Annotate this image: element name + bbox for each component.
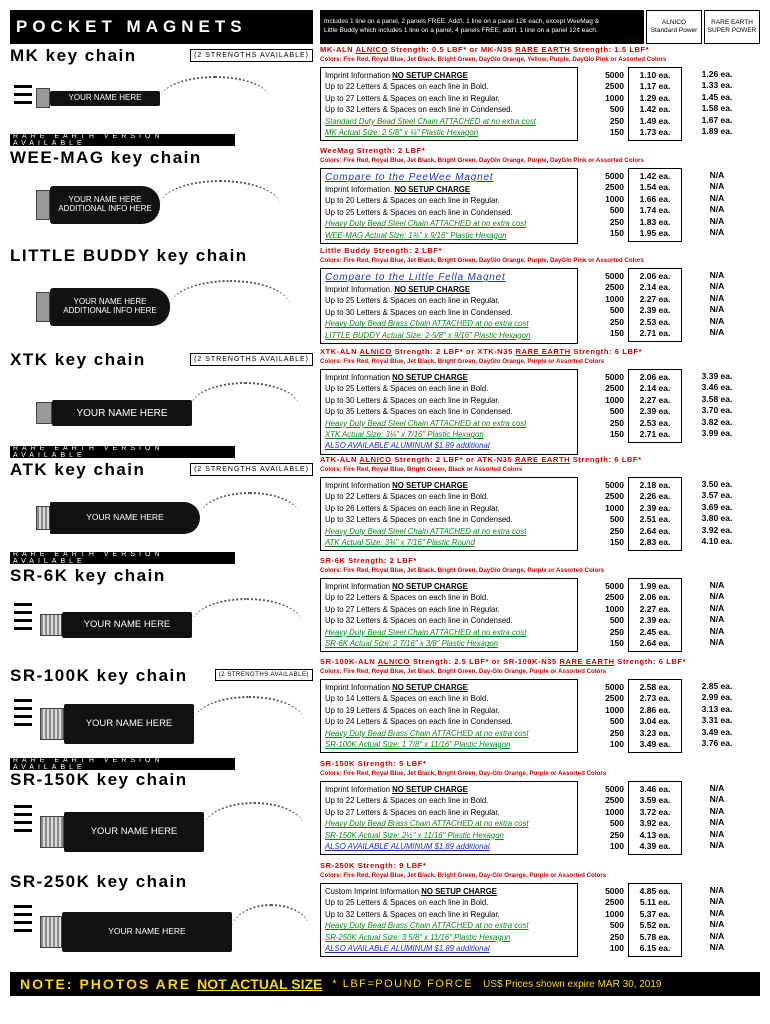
- product-title: SR-6K key chain: [10, 566, 166, 585]
- magnet-body: [64, 704, 194, 744]
- product-title: SR-100K key chain: [10, 666, 188, 685]
- product-photo-column: [10, 10, 313, 970]
- quantity-list: 5000 2500 1000 500 250 150: [605, 480, 624, 548]
- rare-earth-sublabel: SUPER POWER: [707, 27, 757, 34]
- bead-chain: [194, 696, 304, 746]
- notice-line-1: Includes 1 line on a panel, 2 panels FREE. Add'l. 1 line on a panel 12¢ each, except WeeMag &: [324, 18, 600, 26]
- magnet-body: [62, 912, 232, 952]
- colors-line: Colors: Fire Red, Royal Blue, Jet Black, Bright Green, Day-Glo Orange, Purple or Assorted Colors: [320, 872, 607, 879]
- product-wee-mag: [10, 148, 313, 244]
- quantity-list: 5000 2500 1000 500 250 100: [605, 886, 624, 954]
- pricing-section-sr-150k: [320, 759, 760, 852]
- rare-earth-prices: N/A N/A N/A N/A N/A N/A: [709, 580, 725, 648]
- magnet-body: [52, 400, 192, 426]
- rare-earth-prices: 2.85 ea. 2.99 ea. 3.13 ea. 3.31 ea. 3.49 ea. 3.76 ea.: [701, 681, 733, 749]
- quantity-list: 5000 2500 1000 500 250 150: [605, 70, 624, 138]
- bead-chain: [190, 382, 300, 434]
- alnico-prices: 1.10 ea. 1.17 ea. 1.29 ea. 1.42 ea. 1.49 ea. 1.73 ea.: [628, 67, 682, 141]
- bead-chain: [232, 904, 310, 954]
- product-photo: [10, 72, 313, 146]
- imprint-text: YOUR NAME HERE: [108, 926, 186, 937]
- magnet-field-icon: [14, 694, 32, 731]
- rare-earth-prices: N/A N/A N/A N/A N/A N/A: [709, 170, 725, 238]
- product-title: XTK key chain: [10, 350, 146, 369]
- product-title: SR-150K key chain: [10, 770, 188, 789]
- pricing-section-mk: [320, 45, 760, 138]
- colors-line: Colors: Fire Red, Royal Blue, Jet Black, Bright Green, DayGlo Orange, Purple or Assorted Colors: [320, 567, 605, 574]
- magnet-body: [50, 502, 200, 534]
- colors-line: Colors: Fire Red, Royal Blue, Jet Black, Bright Green, DayGlo Orange, Purple, DayGlo Pink or Assorted Colors: [320, 157, 645, 164]
- product-title: ATK key chain: [10, 460, 146, 479]
- quantity-list: 5000 2500 1000 500 250 150: [605, 271, 624, 339]
- compare-link: Compare to the PeeWee Magnet: [325, 172, 494, 183]
- product-photo: [10, 898, 313, 970]
- colors-line: Colors: Fire Red, Royal Blue, Jet Black, Bright Green, DayGlo Orange, Purple or Assorted Colors: [320, 358, 605, 365]
- colors-line: Colors: Fire Red, Royal Blue, Bright Green, Black or Assorted Colors: [320, 466, 523, 473]
- strengths-badge: (2 STRENGTHS AVAILABLE): [190, 353, 313, 366]
- alnico-prices: 3.46 ea. 3.59 ea. 3.72 ea. 3.92 ea. 4.13 ea. 4.39 ea.: [628, 781, 682, 855]
- magnet-body: [50, 91, 160, 106]
- strength-line: SR-6K Strength: 2 LBF*: [320, 556, 417, 565]
- price-sheet: [10, 10, 760, 1014]
- product-photo: [10, 692, 313, 770]
- product-sr-150k: [10, 770, 313, 870]
- alnico-prices: 4.85 ea. 5.11 ea. 5.37 ea. 5.52 ea. 5.78 ea. 6.15 ea.: [628, 883, 682, 957]
- product-title: WEE-MAG key chain: [10, 148, 202, 167]
- bead-chain: [204, 802, 304, 852]
- pricing-section-sr-250k: [320, 861, 760, 954]
- end-cap: [36, 506, 50, 530]
- quantity-list: 5000 2500 1000 500 250 100: [605, 682, 624, 750]
- rare-earth-prices: N/A N/A N/A N/A N/A N/A: [709, 885, 725, 953]
- imprint-text: YOUR NAME HERE: [85, 717, 173, 729]
- strengths-badge: (2 STRENGTHS AVAILABLE): [190, 463, 313, 476]
- product-photo: [10, 174, 313, 244]
- imprint-line-2: ADDITIONAL INFO HERE: [58, 204, 152, 213]
- colors-line: Colors: Fire Red, Royal Blue, Jet Black, Bright Green, DayGlo Orange, Yellow, Purple, DayGlo Pink or Assorted Colors: [320, 56, 667, 63]
- end-cap: [36, 292, 50, 322]
- imprint-info-box: Imprint Information NO SETUP CHARGE Up to 22 Letters & Spaces on each line in Bold. Up to 27 Letters & Spaces on each line in Regular. Up to 32 Letters & Spaces on each line in Condensed. Standard Duty Bead Steel Chain ATTACHED at no extra cost MK Actual Size: 2 5/8" x ¼" Plastic Hexagon: [320, 67, 578, 141]
- strengths-badge: (2 STRENGTHS AVAILABLE): [190, 49, 313, 62]
- bead-chain: [160, 76, 270, 122]
- strength-line: SR-250K Strength: 9 LBF*: [320, 861, 427, 870]
- expiry-note: US$ Prices shown expire MAR 30, 2019: [483, 978, 662, 990]
- pricing-section-sr-6k: [320, 556, 760, 649]
- imprint-info-box: Imprint Information NO SETUP CHARGE Up to 25 Letters & Spaces on each line in Bold. Up to 30 Letters & Spaces on each line in Regular. Up to 35 Letters & Spaces on each line in Condensed. Heavy Duty Bead Steel Chain ATTACHED at no extra cost XTK Actual Size: 3¼" x 7/16" Plastic Hexagon ALSO AVAILABLE ALUMINUM $1.89 additional: [320, 369, 578, 455]
- imprint-info-box: Compare to the Little Fella Magnet Imprint Information. NO SETUP CHARGE Up to 25 Letters & Spaces on each line in Regular. Up to 30 Letters & Spaces on each line in Condensed. Heavy Duty Bead Brass Chain ATTACHED at no extra cost LITTLE BUDDY Actual Size: 2-5/8" x 9/16" Plastic Hexagon: [320, 268, 578, 344]
- alnico-prices: 1.99 ea. 2.06 ea. 2.27 ea. 2.39 ea. 2.45 ea. 2.64 ea.: [628, 578, 682, 652]
- end-cap: [36, 190, 50, 220]
- rare-earth-prices: N/A N/A N/A N/A N/A N/A: [709, 270, 725, 338]
- page-title: POCKET MAGNETS: [10, 10, 313, 44]
- alnico-prices: 2.18 ea. 2.26 ea. 2.39 ea. 2.51 ea. 2.64 ea. 2.83 ea.: [628, 477, 682, 551]
- pricing-section-wee-mag: [320, 146, 760, 240]
- bead-chain: [192, 598, 302, 648]
- bead-chain: [200, 492, 300, 540]
- alnico-header: [646, 10, 702, 44]
- bead-chain: [160, 180, 280, 230]
- quantity-list: 5000 2500 1000 500 250 150: [605, 581, 624, 649]
- magnet-field-icon: [14, 598, 32, 635]
- imprint-text: YOUR NAME HERE: [86, 512, 164, 523]
- colors-line: Colors: Fire Red, Royal Blue, Jet Black, Bright Green, DayGlo Orange, Purple, DayGlo Pink or Assorted Colors: [320, 257, 645, 264]
- imprint-text: YOUR NAME HERE: [90, 825, 178, 837]
- product-sr-250k: [10, 872, 313, 970]
- product-photo: [10, 796, 313, 868]
- imprint-info-box: Imprint Information NO SETUP CHARGE Up to 22 Letters & Spaces on each line in Bold. Up to 27 Letters & Spaces on each line in Regular. Heavy Duty Bead Brass Chain ATTACHED at no extra cost SR-150K Actual Size: 2½" x 11/16" Plastic Hexagon ALSO AVAILABLE ALUMINUM $1.89 additional: [320, 781, 578, 855]
- notice-text: [320, 10, 644, 44]
- strength-line: SR-150K Strength: 5 LBF*: [320, 759, 427, 768]
- quantity-list: 5000 2500 1000 500 250 100: [605, 784, 624, 852]
- rare-earth-prices: N/A N/A N/A N/A N/A N/A: [709, 783, 725, 851]
- imprint-line-2: ADDITIONAL INFO HERE: [63, 306, 157, 315]
- product-xtk: [10, 350, 313, 458]
- product-title: SR-250K key chain: [10, 872, 188, 891]
- imprint-text: YOUR NAME HERE: [76, 407, 168, 419]
- imprint-info-box: Custom Imprint Information NO SETUP CHARGE Up to 25 Letters & Spaces on each line in Bold. Up to 32 Letters & Spaces on each line in Regular. Heavy Duty Bead Brass Chain ATTACHED at no extra cost SR-250K Actual Size: 3 5/8" x 11/16" Plastic Hexagon ALSO AVAILABLE ALUMINUM $1.89 additional: [320, 883, 578, 957]
- alnico-label: ALNICO: [661, 19, 687, 27]
- imprint-line-1: YOUR NAME HERE: [73, 297, 147, 307]
- magnet-body: [50, 288, 170, 326]
- rare-earth-banner: RARE EARTH VERSION AVAILABLE: [10, 552, 235, 564]
- lbf-note: * LBF=POUND FORCE: [332, 978, 474, 990]
- bead-chain: [170, 280, 290, 332]
- product-little-buddy: [10, 246, 313, 350]
- product-mk: [10, 46, 313, 146]
- product-photo: [10, 592, 313, 664]
- imprint-notice: [320, 10, 760, 44]
- rare-earth-banner: RARE EARTH VERSION AVAILABLE: [10, 446, 235, 458]
- product-title: MK key chain: [10, 46, 137, 65]
- product-photo: [10, 272, 313, 348]
- strength-line: MK-ALN ALNICO Strength: 0.5 LBF* or MK-N35 RARE EARTH Strength: 1.5 LBF*: [320, 45, 650, 54]
- imprint-line-1: YOUR NAME HERE: [68, 195, 142, 205]
- magnet-field-icon: [14, 80, 32, 109]
- alnico-prices: 2.06 ea. 2.14 ea. 2.27 ea. 2.39 ea. 2.53 ea. 2.71 ea.: [628, 268, 682, 342]
- quantity-list: 5000 2500 1000 500 250 150: [605, 171, 624, 239]
- imprint-info-box: Imprint Information NO SETUP CHARGE Up to 22 Letters & Spaces on each line in Bold. Up to 26 Letters & Spaces on each line in Regular. Up to 32 Letters & Spaces on each line in Condensed. Heavy Duty Bead Steel Chain ATTACHED at no extra cost ATK Actual Size: 3¾" x 7/16" Plastic Round: [320, 477, 578, 551]
- pricing-section-xtk: [320, 347, 760, 451]
- pricing-section-atk: [320, 455, 760, 548]
- colors-line: Colors: Fire Red, Royal Blue, Jet Black, Bright Green, Day-Glo Orange, Purple or Assorted Colors: [320, 668, 607, 675]
- strength-line: ATK-ALN ALNICO Strength: 2 LBF* or ATK-N35 RARE EARTH Strength: 6 LBF*: [320, 455, 642, 464]
- end-cap: [40, 614, 62, 636]
- product-sr-100k: [10, 666, 313, 770]
- magnet-field-icon: [14, 900, 32, 937]
- imprint-info-box: Imprint Information NO SETUP CHARGE Up to 22 Letters & Spaces on each line in Bold. Up to 27 Letters & Spaces on each line in Regular. Up to 32 Letters & Spaces on each line in Condensed. Heavy Duty Bead Steel Chain ATTACHED at no extra cost SR-6K Actual Size: 2 7/16" x 3/8" Plastic Hexagon: [320, 578, 578, 652]
- quantity-list: 5000 2500 1000 500 250 150: [605, 372, 624, 440]
- rare-earth-banner: RARE EARTH VERSION AVAILABLE: [10, 758, 235, 770]
- product-photo: [10, 486, 313, 564]
- product-sr-6k: [10, 566, 313, 666]
- magnet-body: [62, 612, 192, 638]
- product-title: LITTLE BUDDY key chain: [10, 246, 248, 265]
- rare-earth-banner: RARE EARTH VERSION AVAILABLE: [10, 134, 235, 146]
- pricing-column: [320, 10, 760, 970]
- imprint-text: YOUR NAME HERE: [68, 93, 142, 103]
- imprint-text: YOUR NAME HERE: [83, 618, 171, 630]
- end-cap: [40, 708, 64, 740]
- alnico-sublabel: Standard Power: [650, 27, 698, 34]
- strength-line: WeeMag Strength: 2 LBF*: [320, 146, 426, 155]
- magnet-body: [64, 812, 204, 852]
- rare-earth-prices: 3.39 ea. 3.46 ea. 3.58 ea. 3.70 ea. 3.82 ea. 3.99 ea.: [701, 371, 733, 439]
- end-cap: [36, 88, 50, 108]
- imprint-info-box: Compare to the PeeWee Magnet Imprint Information. NO SETUP CHARGE Up to 20 Letters & Spaces on each line in Regular. Up to 25 Letters & Spaces on each line in Condensed. Heavy Duty Bead Steel Chain ATTACHED at no extra cost WEE-MAG Actual Size: 1¾" x 9/16" Plastic Hexagon: [320, 168, 578, 244]
- strength-line: XTK-ALN ALNICO Strength: 2 LBF* or XTK-N35 RARE EARTH Strength: 6 LBF*: [320, 347, 643, 356]
- strength-line: Little Buddy Strength: 2 LBF*: [320, 246, 442, 255]
- notice-line-2: Little Buddy which includes 1 line on a panel, 4 panels FREE, add'l. 1 line on a panel 12¢ each.: [324, 27, 598, 34]
- rare-earth-prices: 3.50 ea. 3.57 ea. 3.69 ea. 3.80 ea. 3.92 ea. 4.10 ea.: [701, 479, 733, 547]
- strengths-badge: (2 STRENGTHS AVAILABLE): [215, 669, 313, 681]
- alnico-prices: 2.58 ea. 2.73 ea. 2.86 ea. 3.04 ea. 3.23 ea. 3.49 ea.: [628, 679, 682, 753]
- alnico-prices: 1.42 ea. 1.54 ea. 1.66 ea. 1.74 ea. 1.83 ea. 1.95 ea.: [628, 168, 682, 242]
- rare-earth-label: RARE EARTH: [711, 19, 753, 27]
- rare-earth-header: [704, 10, 760, 44]
- product-atk: [10, 460, 313, 564]
- alnico-prices: 2.06 ea. 2.14 ea. 2.27 ea. 2.39 ea. 2.53 ea. 2.71 ea.: [628, 369, 682, 443]
- magnet-body: [50, 186, 160, 224]
- footer-note: [10, 972, 760, 996]
- end-cap: [36, 402, 52, 424]
- colors-line: Colors: Fire Red, Royal Blue, Jet Black, Bright Green, Day-Glo Orange, Purple or Assorted Colors: [320, 770, 607, 777]
- rare-earth-prices: 1.26 ea. 1.33 ea. 1.45 ea. 1.58 ea. 1.67 ea. 1.89 ea.: [701, 69, 733, 137]
- end-cap: [40, 816, 64, 848]
- magnet-field-icon: [14, 800, 32, 837]
- photo-note: NOTE: PHOTOS ARE NOT ACTUAL SIZE: [20, 976, 323, 992]
- imprint-info-box: Imprint Information NO SETUP CHARGE Up to 14 Letters & Spaces on each line in Bold. Up to 19 Letters & Spaces on each line in Regular. Up to 24 Letters & Spaces on each line in Condensed. Heavy Duty Bead Brass Chain ATTACHED at no extra cost SR-100K Actual Size: 1 7/8" x 11/16" Plastic Hexagon: [320, 679, 578, 753]
- pricing-section-sr-100k: [320, 657, 760, 750]
- strength-line: SR-100K-ALN ALNICO Strength: 2.5 LBF* or SR-100K-N35 RARE EARTH Strength: 6 LBF*: [320, 657, 687, 666]
- compare-link: Compare to the Little Fella Magnet: [325, 272, 506, 283]
- pricing-section-little-buddy: [320, 246, 760, 340]
- product-photo: [10, 376, 313, 458]
- end-cap: [40, 916, 62, 948]
